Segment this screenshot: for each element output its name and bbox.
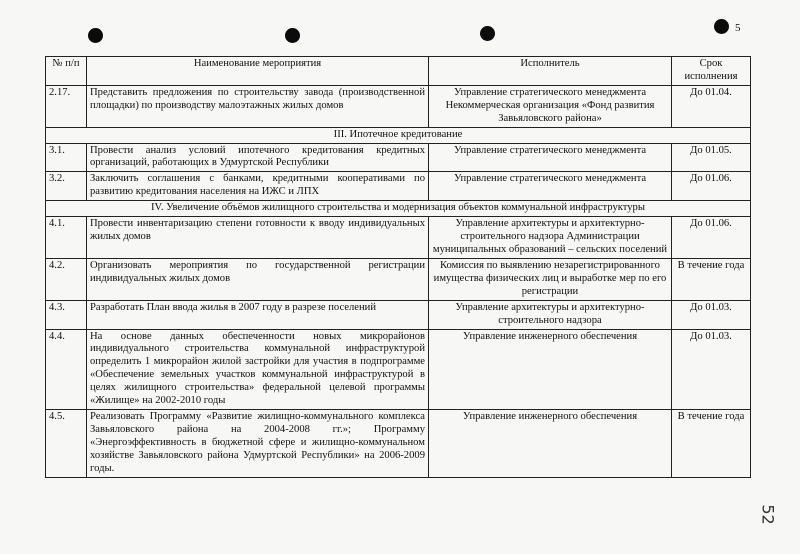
row-term: В течение года [672,410,751,478]
row-executor: Управление стратегического менеджмента [429,143,672,172]
row-num: 4.4. [46,329,87,410]
row-term: До 01.06. [672,172,751,201]
row-name: На основе данных обеспеченности новых микрорайонов индивидуального строительства коммунальной инфраструктурой определить 1 микрорайон жилой застройки для участия в подпрограмме «Обеспечение земельных участков коммунальной инфраструктурой в целях жилищного строительства» федеральной целевой программы «Жилище» на 2002-2010 годы [87,329,429,410]
row-name: Провести инвентаризацию степени готовности к вводу индивидуальных жилых домов [87,217,429,259]
row-executor: Управление архитектуры и архитектурно-строительного надзора [429,300,672,329]
row-term: До 01.04. [672,85,751,127]
row-name: Реализовать Программу «Развитие жилищно-коммунального комплекса Завьяловского района на 2004-2008 гг.»; Программу «Энергоэффективность в бюджетной сфере и жилищно-коммунальном хозяйстве Завьяловского района Удмуртской Республики» на 2006-2009 годы. [87,410,429,478]
table-row [46,143,751,172]
header-num: № п/п [46,57,87,86]
page-number: 5 [735,22,741,34]
row-name: Представить предложения по строительству завода (производственной площадки) по производству малоэтажных жилых домов [87,85,429,127]
punch-hole [88,28,103,43]
punch-hole [285,28,300,43]
row-num: 4.5. [46,410,87,478]
row-term: До 01.03. [672,329,751,410]
row-term: До 01.03. [672,300,751,329]
margin-note: 52 [758,504,778,525]
table-row [46,410,751,478]
section-row [46,201,751,217]
row-num: 3.2. [46,172,87,201]
action-plan-table [45,56,751,478]
row-executor: Управление стратегического менеджмента [429,172,672,201]
punch-hole [714,19,729,34]
row-name: Организовать мероприятия по государственной регистрации индивидуальных жилых домов [87,258,429,300]
header-name: Наименование мероприятия [87,57,429,86]
row-name: Заключить соглашения с банками, кредитными кооперативами по развитию кредитования населения на ИЖС и ЛПХ [87,172,429,201]
header-term: Срок исполнения [672,57,751,86]
row-num: 4.3. [46,300,87,329]
row-num: 2.17. [46,85,87,127]
table-header-row [46,57,751,86]
punch-hole [480,26,495,41]
row-name: Разработать План ввода жилья в 2007 году в разрезе поселений [87,300,429,329]
row-num: 4.2. [46,258,87,300]
row-executor: Управление архитектуры и архитектурно-строительного надзора Администрации муниципальных образований – сельских поселений [429,217,672,259]
row-num: 4.1. [46,217,87,259]
row-term: До 01.05. [672,143,751,172]
row-term: До 01.06. [672,217,751,259]
section-title: IV. Увеличение объёмов жилищного строительства и модернизация объектов коммунальной инфраструктуры [46,201,751,217]
row-name: Провести анализ условий ипотечного кредитования кредитных организаций, работающих в Удмуртской Республики [87,143,429,172]
row-term: В течение года [672,258,751,300]
row-executor: Управление инженерного обеспечения [429,329,672,410]
table-row [46,85,751,127]
section-row [46,127,751,143]
table-row [46,329,751,410]
table-row [46,300,751,329]
table-row [46,172,751,201]
row-num: 3.1. [46,143,87,172]
header-executor: Исполнитель [429,57,672,86]
row-executor: Управление стратегического менеджмента Некоммерческая организация «Фонд развития Завьяловского района» [429,85,672,127]
table-row [46,217,751,259]
table-row [46,258,751,300]
row-executor: Комиссия по выявлению незарегистрированного имущества физических лиц и выработке мер по его регистрации [429,258,672,300]
section-title: III. Ипотечное кредитование [46,127,751,143]
row-executor: Управление инженерного обеспечения [429,410,672,478]
